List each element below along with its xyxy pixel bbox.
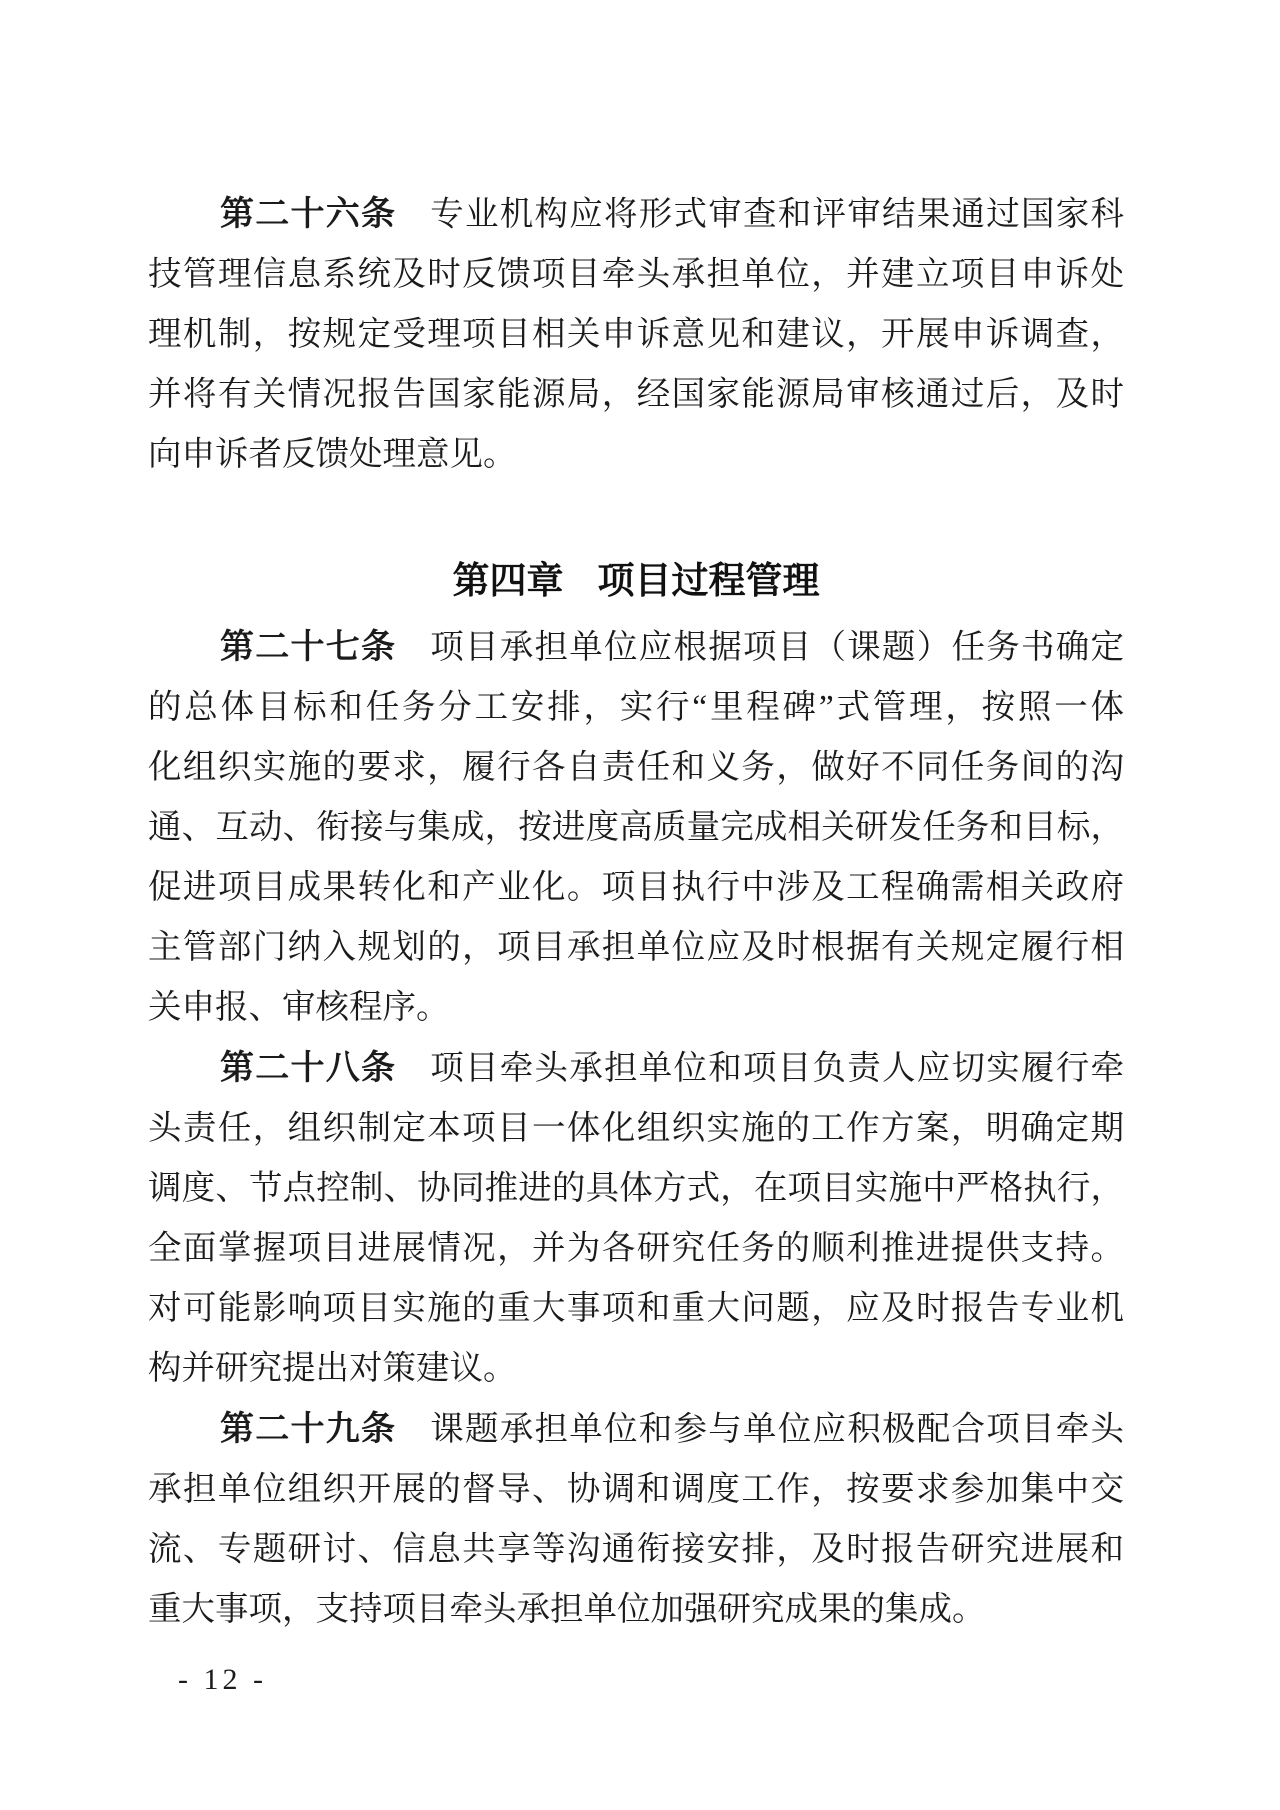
text-line xyxy=(148,1038,1124,1099)
text-line xyxy=(148,184,1124,245)
text-line: 头责任，组织制定本项目一体化组织实施的工作方案，明确定期 xyxy=(148,1110,1124,1147)
text-line: 向申诉者反馈处理意见。 xyxy=(148,436,517,473)
article-29-number: 第二十九条 xyxy=(220,1410,397,1448)
text-line: 承担单位组织开展的督导、协调和调度工作，按要求参加集中交 xyxy=(148,1471,1124,1508)
article-27-number: 第二十七条 xyxy=(220,628,397,666)
text-line: 重大事项，支持项目牵头承担单位加强研究成果的集成。 xyxy=(148,1591,986,1628)
text-line: 理机制，按规定受理项目相关申诉意见和建议，开展申诉调查， xyxy=(148,316,1124,353)
chapter-heading xyxy=(148,551,1124,611)
page-number: - 12 - xyxy=(178,1663,267,1696)
text-line: 促进项目成果转化和产业化。项目执行中涉及工程确需相关政府 xyxy=(148,869,1124,906)
text-line: 并将有关情况报告国家能源局，经国家能源局审核通过后，及时 xyxy=(148,376,1124,413)
text-line: 的总体目标和任务分工安排，实行“里程碑”式管理，按照一体 xyxy=(148,689,1124,726)
article-26-paragraph xyxy=(148,184,1124,485)
text-line: 全面掌握项目进展情况，并为各研究任务的顺利推进提供支持。 xyxy=(148,1230,1124,1267)
text-line: 通、互动、衔接与集成，按进度高质量完成相关研发任务和目标， xyxy=(148,809,1124,846)
article-26-opening: 专业机构应将形式审查和评审结果通过国家科 xyxy=(430,196,1124,233)
article-27-paragraph xyxy=(148,617,1124,1038)
chapter-number: 第四章 xyxy=(452,560,564,601)
text-line: 关申报、审核程序。 xyxy=(148,989,450,1026)
document-body xyxy=(148,184,1124,1640)
article-27-opening: 项目承担单位应根据项目（课题）任务书确定 xyxy=(430,629,1124,666)
article-29-paragraph xyxy=(148,1399,1124,1640)
text-line: 流、专题研讨、信息共享等沟通衔接安排，及时报告研究进展和 xyxy=(148,1531,1124,1568)
chapter-title: 项目过程管理 xyxy=(597,560,820,601)
article-28-number: 第二十八条 xyxy=(220,1049,397,1087)
article-29-opening: 课题承担单位和参与单位应积极配合项目牵头 xyxy=(430,1411,1124,1448)
text-line: 对可能影响项目实施的重大事项和重大问题，应及时报告专业机 xyxy=(148,1290,1124,1327)
text-line xyxy=(148,1399,1124,1460)
article-28-opening: 项目牵头承担单位和项目负责人应切实履行牵 xyxy=(430,1050,1124,1087)
text-line: 化组织实施的要求，履行各自责任和义务，做好不同任务间的沟 xyxy=(148,749,1124,786)
text-line xyxy=(148,617,1124,678)
text-line: 技管理信息系统及时反馈项目牵头承担单位，并建立项目申诉处 xyxy=(148,256,1124,293)
text-line: 主管部门纳入规划的，项目承担单位应及时根据有关规定履行相 xyxy=(148,929,1124,966)
text-line: 构并研究提出对策建议。 xyxy=(148,1350,517,1387)
article-28-paragraph xyxy=(148,1038,1124,1399)
text-line: 调度、节点控制、协同推进的具体方式，在项目实施中严格执行， xyxy=(148,1170,1124,1207)
article-26-number: 第二十六条 xyxy=(220,195,397,233)
